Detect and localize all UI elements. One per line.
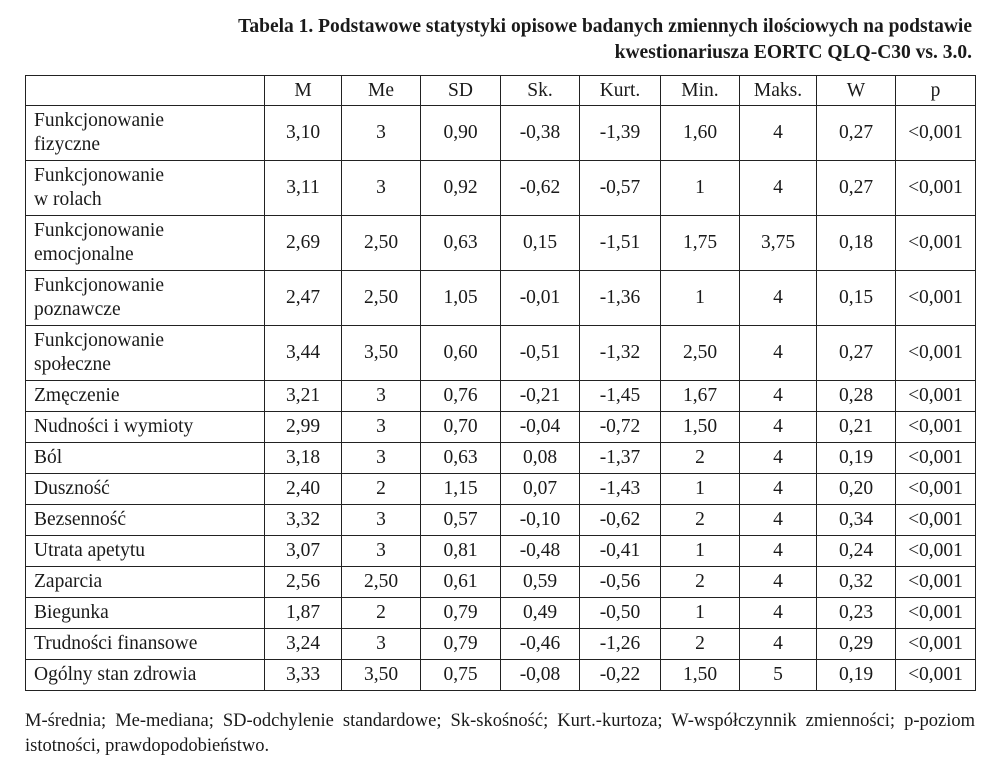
value-cell: 3 bbox=[342, 536, 421, 567]
caption-line-1: Tabela 1. Podstawowe statystyki opisowe badanych zmiennych ilościowych na podstawie bbox=[238, 16, 972, 37]
value-cell: -0,51 bbox=[501, 326, 580, 381]
value-cell: -1,26 bbox=[580, 629, 661, 660]
value-cell: 3 bbox=[342, 443, 421, 474]
value-cell: 1,60 bbox=[661, 106, 740, 161]
value-cell: -0,62 bbox=[580, 505, 661, 536]
value-cell: 3,33 bbox=[265, 660, 342, 691]
value-cell: 3,21 bbox=[265, 381, 342, 412]
value-cell: 4 bbox=[740, 106, 817, 161]
table-header-row bbox=[26, 76, 976, 106]
table-row bbox=[26, 326, 976, 381]
table-caption bbox=[32, 14, 972, 66]
value-cell: 2,50 bbox=[342, 271, 421, 326]
value-cell: 3,50 bbox=[342, 326, 421, 381]
value-cell: -1,51 bbox=[580, 216, 661, 271]
value-cell: 0,57 bbox=[421, 505, 501, 536]
row-label-line: Funkcjonowanie bbox=[34, 330, 164, 351]
value-cell: 1,05 bbox=[421, 271, 501, 326]
table-row bbox=[26, 412, 976, 443]
value-cell: 2,99 bbox=[265, 412, 342, 443]
header-cell: M bbox=[265, 76, 342, 106]
value-cell: 0,20 bbox=[817, 474, 896, 505]
value-cell: 2,50 bbox=[342, 567, 421, 598]
table-row bbox=[26, 598, 976, 629]
value-cell: -0,01 bbox=[501, 271, 580, 326]
value-cell: <0,001 bbox=[896, 505, 976, 536]
row-label-line: Funkcjonowanie bbox=[34, 165, 164, 186]
value-cell: 0,32 bbox=[817, 567, 896, 598]
row-label-cell bbox=[26, 381, 265, 412]
value-cell: 1 bbox=[661, 598, 740, 629]
row-label-cell bbox=[26, 598, 265, 629]
row-label-cell bbox=[26, 567, 265, 598]
value-cell: <0,001 bbox=[896, 106, 976, 161]
value-cell: -0,41 bbox=[580, 536, 661, 567]
value-cell: -1,43 bbox=[580, 474, 661, 505]
row-label-cell bbox=[26, 326, 265, 381]
value-cell: 3,44 bbox=[265, 326, 342, 381]
value-cell: 3,32 bbox=[265, 505, 342, 536]
row-label-line: społeczne bbox=[34, 354, 111, 375]
table-row bbox=[26, 106, 976, 161]
value-cell: 1 bbox=[661, 161, 740, 216]
value-cell: 3,75 bbox=[740, 216, 817, 271]
value-cell: 4 bbox=[740, 271, 817, 326]
value-cell: 2,50 bbox=[342, 216, 421, 271]
value-cell: 3,50 bbox=[342, 660, 421, 691]
value-cell: 3 bbox=[342, 161, 421, 216]
value-cell: -1,45 bbox=[580, 381, 661, 412]
value-cell: 0,34 bbox=[817, 505, 896, 536]
value-cell: 1 bbox=[661, 474, 740, 505]
table-row bbox=[26, 443, 976, 474]
value-cell: 0,29 bbox=[817, 629, 896, 660]
row-label-line: Zmęczenie bbox=[34, 385, 120, 406]
value-cell: <0,001 bbox=[896, 161, 976, 216]
value-cell: 0,27 bbox=[817, 106, 896, 161]
value-cell: 2,69 bbox=[265, 216, 342, 271]
row-label-cell bbox=[26, 271, 265, 326]
value-cell: 0,18 bbox=[817, 216, 896, 271]
value-cell: 2 bbox=[661, 443, 740, 474]
value-cell: <0,001 bbox=[896, 271, 976, 326]
header-cell: Kurt. bbox=[580, 76, 661, 106]
value-cell: 4 bbox=[740, 326, 817, 381]
statistics-table bbox=[25, 75, 976, 691]
row-label-line: Funkcjonowanie bbox=[34, 220, 164, 241]
value-cell: 4 bbox=[740, 474, 817, 505]
value-cell: 4 bbox=[740, 598, 817, 629]
row-label-line: Ogólny stan zdrowia bbox=[34, 664, 197, 685]
value-cell: 3 bbox=[342, 412, 421, 443]
value-cell: 0,24 bbox=[817, 536, 896, 567]
value-cell: 0,21 bbox=[817, 412, 896, 443]
value-cell: 0,27 bbox=[817, 326, 896, 381]
row-label-cell bbox=[26, 660, 265, 691]
row-label-cell bbox=[26, 474, 265, 505]
value-cell: 0,23 bbox=[817, 598, 896, 629]
value-cell: 1,15 bbox=[421, 474, 501, 505]
row-label-line: Bezsenność bbox=[34, 509, 127, 530]
table-row bbox=[26, 161, 976, 216]
value-cell: 2 bbox=[661, 629, 740, 660]
value-cell: 3 bbox=[342, 106, 421, 161]
value-cell: -0,22 bbox=[580, 660, 661, 691]
value-cell: <0,001 bbox=[896, 567, 976, 598]
row-label-line: Zaparcia bbox=[34, 571, 103, 592]
value-cell: <0,001 bbox=[896, 326, 976, 381]
row-label-line: fizyczne bbox=[34, 134, 101, 155]
value-cell: 0,61 bbox=[421, 567, 501, 598]
value-cell: -0,46 bbox=[501, 629, 580, 660]
row-label-cell bbox=[26, 412, 265, 443]
value-cell: <0,001 bbox=[896, 598, 976, 629]
row-label-line: Trudności finansowe bbox=[34, 633, 198, 654]
table-row bbox=[26, 216, 976, 271]
value-cell: -0,62 bbox=[501, 161, 580, 216]
row-label-cell bbox=[26, 216, 265, 271]
header-cell: W bbox=[817, 76, 896, 106]
table-row bbox=[26, 567, 976, 598]
value-cell: 0,19 bbox=[817, 660, 896, 691]
value-cell: 2 bbox=[342, 474, 421, 505]
value-cell: -0,72 bbox=[580, 412, 661, 443]
header-cell: SD bbox=[421, 76, 501, 106]
row-label-line: Duszność bbox=[34, 478, 110, 499]
value-cell: 0,15 bbox=[501, 216, 580, 271]
value-cell: <0,001 bbox=[896, 381, 976, 412]
header-cell: Sk. bbox=[501, 76, 580, 106]
value-cell: 0,81 bbox=[421, 536, 501, 567]
header-cell: Me bbox=[342, 76, 421, 106]
value-cell: 1,50 bbox=[661, 660, 740, 691]
table-footnote: M-średnia; Me-mediana; SD-odchylenie standardowe; Sk-skośność; Kurt.-kurtoza; W-współczynnik zmienności; p-poziom istotności, prawdopodobieństwo. bbox=[25, 711, 975, 756]
value-cell: 2 bbox=[342, 598, 421, 629]
table-body bbox=[26, 106, 976, 691]
value-cell: 0,75 bbox=[421, 660, 501, 691]
table-row bbox=[26, 660, 976, 691]
value-cell: 0,63 bbox=[421, 443, 501, 474]
value-cell: -0,04 bbox=[501, 412, 580, 443]
table-row bbox=[26, 381, 976, 412]
value-cell: 2,56 bbox=[265, 567, 342, 598]
row-label-cell bbox=[26, 106, 265, 161]
value-cell: 1,87 bbox=[265, 598, 342, 629]
value-cell: 3,10 bbox=[265, 106, 342, 161]
row-label-cell bbox=[26, 443, 265, 474]
header-cell: Maks. bbox=[740, 76, 817, 106]
row-label-line: Nudności i wymioty bbox=[34, 416, 194, 437]
value-cell: -0,38 bbox=[501, 106, 580, 161]
value-cell: 3 bbox=[342, 629, 421, 660]
value-cell: 0,07 bbox=[501, 474, 580, 505]
value-cell: 0,70 bbox=[421, 412, 501, 443]
row-label-cell bbox=[26, 536, 265, 567]
value-cell: -1,37 bbox=[580, 443, 661, 474]
value-cell: 3 bbox=[342, 505, 421, 536]
value-cell: -1,36 bbox=[580, 271, 661, 326]
value-cell: 0,28 bbox=[817, 381, 896, 412]
value-cell: 0,76 bbox=[421, 381, 501, 412]
value-cell: -0,50 bbox=[580, 598, 661, 629]
value-cell: 3 bbox=[342, 381, 421, 412]
table-row bbox=[26, 505, 976, 536]
value-cell: 0,92 bbox=[421, 161, 501, 216]
row-label-line: Funkcjonowanie bbox=[34, 110, 164, 131]
value-cell: 1 bbox=[661, 271, 740, 326]
value-cell: 0,27 bbox=[817, 161, 896, 216]
value-cell: -0,48 bbox=[501, 536, 580, 567]
value-cell: 0,15 bbox=[817, 271, 896, 326]
row-label-cell bbox=[26, 161, 265, 216]
value-cell: <0,001 bbox=[896, 216, 976, 271]
value-cell: 4 bbox=[740, 629, 817, 660]
row-label-line: poznawcze bbox=[34, 299, 121, 320]
header-cell: Min. bbox=[661, 76, 740, 106]
table-row bbox=[26, 474, 976, 505]
caption-line-2: kwestionariusza EORTC QLQ-C30 vs. 3.0. bbox=[614, 42, 972, 63]
value-cell: <0,001 bbox=[896, 536, 976, 567]
value-cell: 0,49 bbox=[501, 598, 580, 629]
header-cell-empty bbox=[26, 76, 265, 106]
value-cell: 5 bbox=[740, 660, 817, 691]
value-cell: 0,90 bbox=[421, 106, 501, 161]
row-label-cell bbox=[26, 505, 265, 536]
value-cell: 3,24 bbox=[265, 629, 342, 660]
value-cell: 0,59 bbox=[501, 567, 580, 598]
value-cell: 4 bbox=[740, 412, 817, 443]
row-label-line: emocjonalne bbox=[34, 244, 134, 265]
value-cell: <0,001 bbox=[896, 629, 976, 660]
value-cell: 0,19 bbox=[817, 443, 896, 474]
value-cell: -0,56 bbox=[580, 567, 661, 598]
value-cell: <0,001 bbox=[896, 412, 976, 443]
value-cell: 1,50 bbox=[661, 412, 740, 443]
value-cell: -1,32 bbox=[580, 326, 661, 381]
value-cell: 2,47 bbox=[265, 271, 342, 326]
value-cell: <0,001 bbox=[896, 443, 976, 474]
value-cell: <0,001 bbox=[896, 474, 976, 505]
value-cell: 2,40 bbox=[265, 474, 342, 505]
value-cell: 4 bbox=[740, 567, 817, 598]
value-cell: -0,21 bbox=[501, 381, 580, 412]
value-cell: 2 bbox=[661, 567, 740, 598]
header-cell: p bbox=[896, 76, 976, 106]
value-cell: 1,67 bbox=[661, 381, 740, 412]
table-row bbox=[26, 271, 976, 326]
value-cell: -0,08 bbox=[501, 660, 580, 691]
value-cell: -0,57 bbox=[580, 161, 661, 216]
value-cell: 4 bbox=[740, 443, 817, 474]
value-cell: 3,07 bbox=[265, 536, 342, 567]
row-label-line: Funkcjonowanie bbox=[34, 275, 164, 296]
value-cell: 0,60 bbox=[421, 326, 501, 381]
value-cell: 2 bbox=[661, 505, 740, 536]
value-cell: 0,08 bbox=[501, 443, 580, 474]
table-row bbox=[26, 629, 976, 660]
value-cell: 0,63 bbox=[421, 216, 501, 271]
value-cell: -0,10 bbox=[501, 505, 580, 536]
value-cell: <0,001 bbox=[896, 660, 976, 691]
row-label-line: w rolach bbox=[34, 189, 102, 210]
table-row bbox=[26, 536, 976, 567]
value-cell: 2,50 bbox=[661, 326, 740, 381]
value-cell: 0,79 bbox=[421, 598, 501, 629]
value-cell: 1,75 bbox=[661, 216, 740, 271]
value-cell: 0,79 bbox=[421, 629, 501, 660]
value-cell: 4 bbox=[740, 161, 817, 216]
row-label-line: Ból bbox=[34, 447, 63, 468]
value-cell: 4 bbox=[740, 536, 817, 567]
row-label-line: Utrata apetytu bbox=[34, 540, 145, 561]
value-cell: -1,39 bbox=[580, 106, 661, 161]
value-cell: 4 bbox=[740, 381, 817, 412]
value-cell: 3,11 bbox=[265, 161, 342, 216]
value-cell: 4 bbox=[740, 505, 817, 536]
value-cell: 3,18 bbox=[265, 443, 342, 474]
row-label-cell bbox=[26, 629, 265, 660]
row-label-line: Biegunka bbox=[34, 602, 109, 623]
value-cell: 1 bbox=[661, 536, 740, 567]
